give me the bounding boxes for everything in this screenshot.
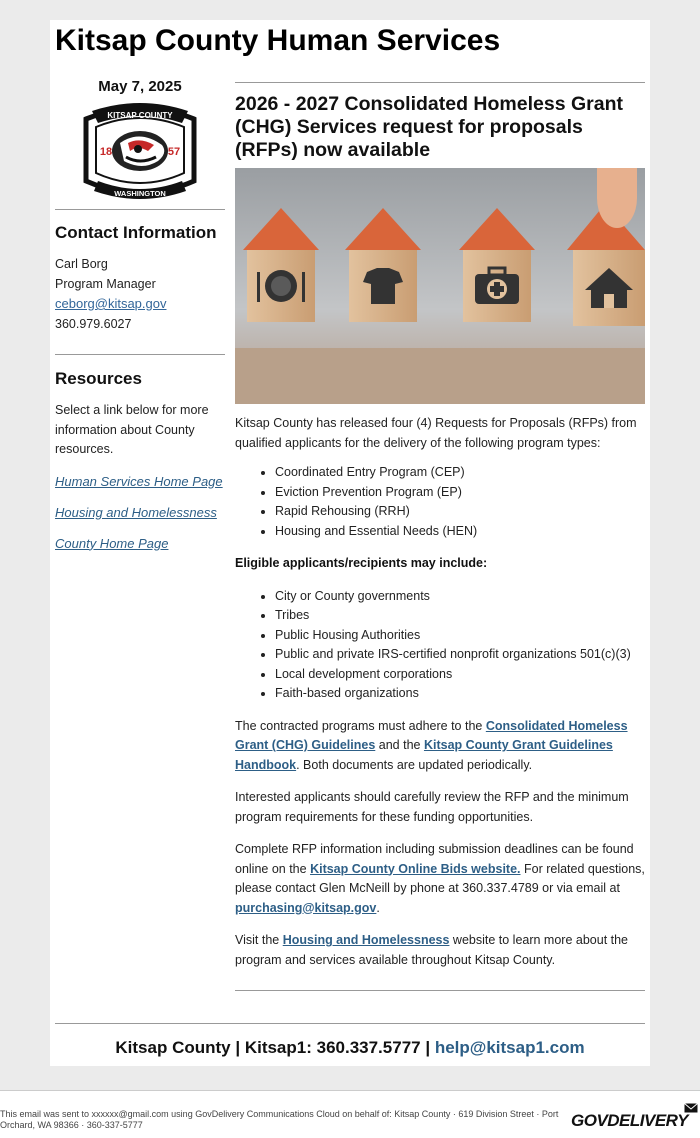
footer-divider bbox=[55, 1023, 645, 1024]
contact-role: Program Manager bbox=[55, 276, 156, 291]
review-paragraph: Interested applicants should carefully review the RFP and the minimum program requirements for these funding opportunities. bbox=[235, 790, 629, 824]
resource-link-human-services[interactable]: Human Services Home Page bbox=[55, 473, 223, 489]
list-item: • Public and private IRS-certified nonprofit organizations 501(c)(3) bbox=[275, 645, 645, 665]
list-item: • City or County governments bbox=[275, 587, 645, 607]
resources-links bbox=[55, 473, 225, 553]
resources-heading: Resources bbox=[55, 369, 142, 388]
seal-top-text: KITSAP COUNTY bbox=[107, 111, 173, 120]
article-headline: 2026 - 2027 Consolidated Homeless Grant (CHG) Services request for proposals (RFPs) now available bbox=[235, 93, 623, 161]
contact-phone: 360.979.6027 bbox=[55, 316, 132, 331]
sidebar bbox=[55, 76, 225, 553]
contact-block bbox=[55, 255, 225, 334]
bottom-bar bbox=[0, 1090, 700, 1138]
text: Complete RFP information including submission deadlines can be found online on the bbox=[235, 842, 634, 876]
divider bbox=[55, 209, 225, 210]
resource-link-housing[interactable]: Housing and Homelessness bbox=[55, 504, 217, 520]
eligible-list bbox=[235, 587, 645, 704]
list-item: • Coordinated Entry Program (CEP) bbox=[275, 463, 645, 483]
divider bbox=[235, 990, 645, 991]
housing-homelessness-link[interactable]: Housing and Homelessness bbox=[282, 933, 450, 947]
contact-heading: Contact Information bbox=[55, 223, 217, 242]
seal-bottom-text: WASHINGTON bbox=[114, 189, 166, 198]
intro-paragraph: Kitsap County has released four (4) Requests for Proposals (RFPs) from qualified applicants for the delivery of the following program types: bbox=[235, 416, 637, 450]
contact-name: Carl Borg bbox=[55, 257, 108, 271]
county-seal-logo bbox=[78, 101, 202, 201]
subscription-note: This email was sent to xxxxxx@gmail.com using GovDelivery Communications Cloud on behalf of: Kitsap County · 619 Division Street · Port Orchard, WA 98366 · 360-337-5777 bbox=[0, 1109, 559, 1130]
text: and the bbox=[375, 738, 424, 752]
list-item: • Faith-based organizations bbox=[275, 684, 645, 704]
govdelivery-logo[interactable]: GOVDELIVERY bbox=[571, 1111, 688, 1130]
bids-paragraph bbox=[235, 840, 645, 918]
divider bbox=[235, 82, 645, 83]
list-item: • Housing and Essential Needs (HEN) bbox=[275, 522, 645, 542]
seal-right-number: 57 bbox=[167, 146, 181, 158]
list-item: • Public Housing Authorities bbox=[275, 626, 645, 646]
divider bbox=[55, 354, 225, 355]
chg-guidelines-link[interactable]: Consolidated Homeless Grant (CHG) Guidelines bbox=[235, 718, 628, 752]
footer-org: Kitsap County | Kitsap1: 360.337.5777 | bbox=[115, 1038, 435, 1057]
grant-handbook-link[interactable]: Kitsap County Grant Guidelines Handbook bbox=[235, 738, 613, 772]
text: . Both documents are updated periodically. bbox=[296, 757, 533, 772]
main-content bbox=[235, 82, 645, 991]
list-item: • Tribes bbox=[275, 606, 645, 626]
eligible-heading: Eligible applicants/recipients may include: bbox=[235, 556, 488, 570]
text: . bbox=[376, 900, 380, 915]
text: Visit the bbox=[235, 933, 283, 947]
housing-paragraph bbox=[235, 931, 645, 970]
page-title: Kitsap County Human Services bbox=[55, 24, 501, 57]
online-bids-link[interactable]: Kitsap County Online Bids website. bbox=[310, 861, 521, 876]
houses-blocks-image bbox=[235, 168, 645, 404]
text: website to learn more about the program and services available throughout Kitsap County. bbox=[235, 933, 629, 967]
text: The contracted programs must adhere to the bbox=[235, 718, 486, 733]
resource-link-county-home[interactable]: County Home Page bbox=[55, 535, 169, 551]
text: For related questions, please contact Glen McNeill by phone at 360.337.4789 or via email at bbox=[235, 861, 645, 895]
program-list bbox=[235, 463, 645, 541]
seal-left-number: 18 bbox=[99, 146, 113, 158]
date: May 7, 2025 bbox=[98, 78, 182, 95]
contact-email-link[interactable]: ceborg@kitsap.gov bbox=[55, 296, 167, 311]
list-item: • Eviction Prevention Program (EP) bbox=[275, 483, 645, 503]
email-card bbox=[50, 20, 650, 1066]
resources-intro: Select a link below for more information about County resources. bbox=[55, 403, 209, 456]
purchasing-email-link[interactable]: purchasing@kitsap.gov bbox=[235, 900, 377, 915]
list-item: • Rapid Rehousing (RRH) bbox=[275, 502, 645, 522]
list-item: • Local development corporations bbox=[275, 665, 645, 685]
footer-email-link[interactable]: help@kitsap1.com bbox=[434, 1038, 585, 1057]
guidelines-paragraph bbox=[235, 717, 645, 776]
footer-contact bbox=[50, 1038, 650, 1058]
